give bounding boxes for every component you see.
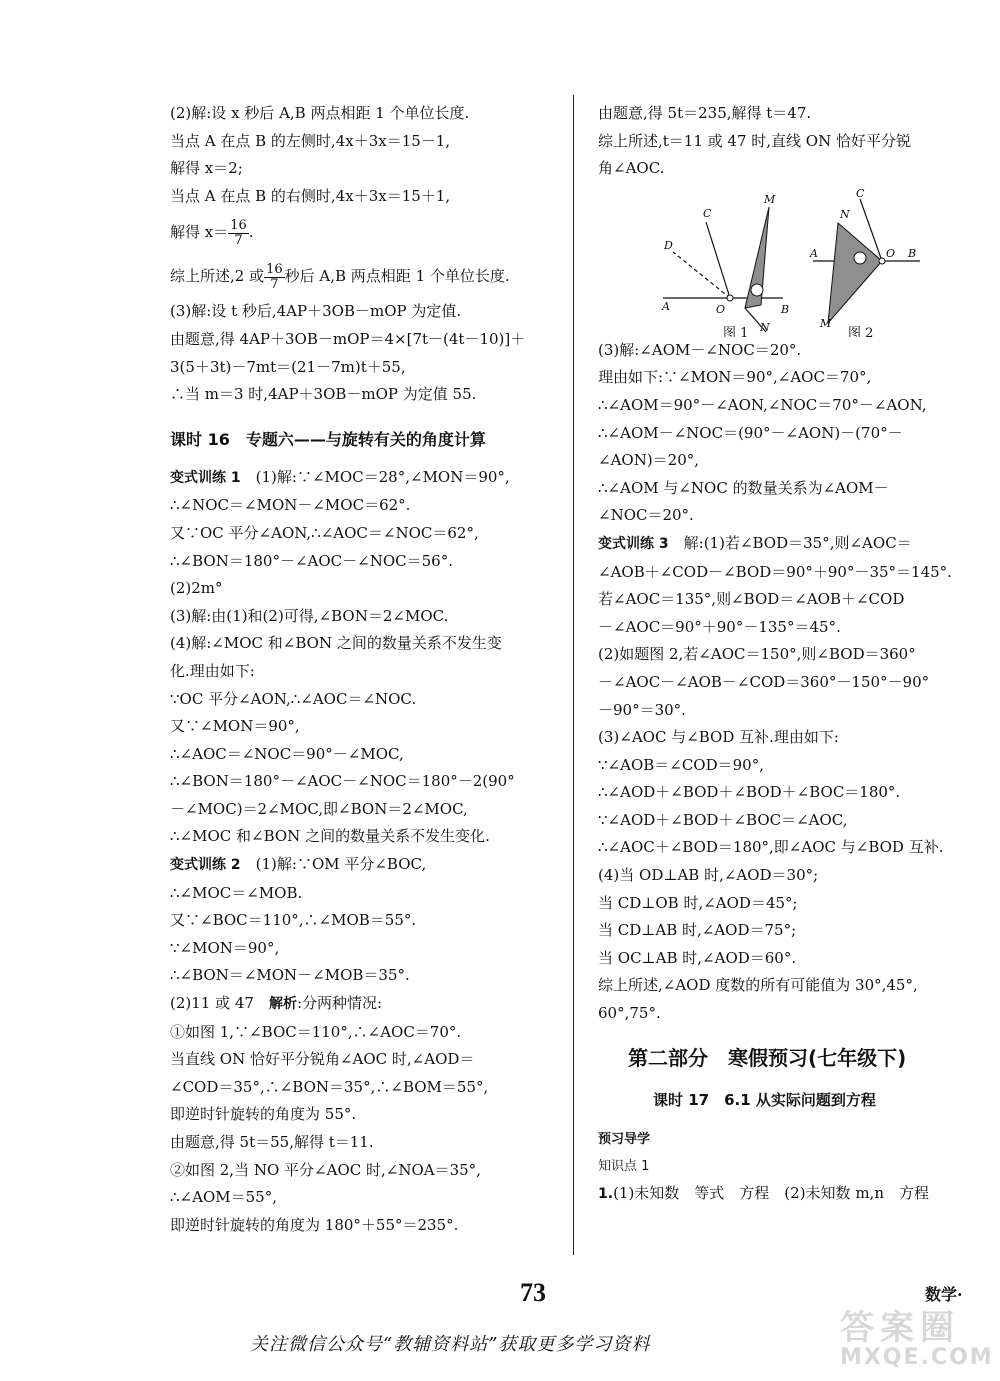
text-line: (3)解:设 t 秒后,4AP＋3OB－mOP 为定值. [170, 302, 462, 321]
text-line: (3)解:∠AOM－∠NOC＝20°. [598, 340, 802, 359]
column-divider [573, 95, 574, 1255]
figure-1 [661, 193, 789, 337]
summary-suffix: 秒后 A,B 两点相距 1 个单位长度. [284, 267, 510, 286]
figure-2-label: N [840, 207, 850, 221]
figure-1-label: A [662, 299, 670, 313]
text-line: 又∵∠BOC＝110°,∴∠MOB＝55°. [170, 911, 417, 930]
point-o [727, 295, 733, 301]
text-line: 60°,75°. [598, 1004, 661, 1023]
text-line: (4)当 OD⊥AB 时,∠AOD＝30°; [598, 866, 819, 885]
text-line: －∠MOC)＝2∠MOC,即∠BON＝2∠MOC, [170, 799, 468, 818]
page-number: 73 [520, 1278, 546, 1307]
lesson-17-title: 课时 17 6.1 从实际问题到方程 [653, 1090, 876, 1109]
text-line: ∠NOC＝20°. [598, 506, 694, 525]
text-line: 当 CD⊥AB 时,∠AOD＝75°; [598, 921, 797, 940]
figure-1-label: N [760, 320, 770, 334]
fraction-numerator: 16 [266, 261, 283, 277]
text-line: ∴∠AOM 与∠NOC 的数量关系为∠AOM－ [598, 478, 889, 497]
figure-2-label: C [856, 186, 865, 200]
analysis-line [170, 990, 560, 1019]
figure-1-label: D [664, 238, 673, 252]
text-line: ∴∠NOC＝∠MON－∠MOC＝62°. [170, 496, 411, 515]
text-line: ∴∠AOM＝90°－∠AON,∠NOC＝70°－∠AON, [598, 395, 927, 414]
text-line: 化.理由如下: [170, 661, 255, 680]
text-line: －∠AOC－∠AOB－∠COD＝360°－150°－90° [598, 672, 930, 691]
text-line: 当 CD⊥OB 时,∠AOD＝45°; [598, 893, 798, 912]
text-line: 又∵∠MON＝90°, [170, 717, 300, 736]
text-line: ∴∠AOD＋∠BOD＋∠BOD＋∠BOC＝180°. [598, 783, 901, 802]
figures [598, 187, 976, 337]
point-o [879, 258, 885, 264]
knowledge-point: 知识点 1 [598, 1158, 650, 1174]
text-line: ∴∠AOM＝55°, [170, 1188, 277, 1207]
text-line: (2)如题图 2,若∠AOC＝150°,则∠BOD＝360° [598, 645, 916, 664]
exercise-text: (1)解:∵∠MOC＝28°,∠MON＝90°, [255, 467, 510, 486]
footer-note: 关注微信公众号“教辅资料站”获取更多学习资料 [250, 1334, 651, 1355]
text-line: 即逆时针旋转的角度为 55°. [170, 1105, 357, 1124]
text-line: 当 OC⊥AB 时,∠AOD＝60°. [598, 948, 797, 967]
text-line: 当直线 ON 恰好平分锐角∠AOC 时,∠AOD＝ [170, 1050, 475, 1069]
text-line: 又∵OC 平分∠AON,∴∠AOC＝∠NOC＝62°, [170, 523, 479, 542]
text-line: ∵∠AOD＋∠BOD＋∠BOC＝∠AOC, [598, 810, 848, 829]
text-line: 理由如下:∵∠MON＝90°,∠AOC＝70°, [598, 368, 872, 387]
exercise-label: 变式训练 3 [598, 535, 669, 552]
solve-prefix: 解得 x＝ [170, 223, 229, 242]
text-line: ∴∠AOM－∠NOC＝(90°－∠AON)－(70°－ [598, 423, 903, 442]
lesson-16-title: 课时 16 专题六——与旋转有关的角度计算 [170, 429, 486, 449]
text-line: ∠AOB＋∠COD－∠BOD＝90°＋90°－35°＝145°. [598, 562, 952, 581]
text-line: ∴当 m＝3 时,4AP＋3OB－mOP 为定值 55. [170, 385, 477, 404]
ray-od [673, 252, 730, 298]
text-line: －∠AOC＝90°＋90°－135°＝45°. [598, 617, 841, 636]
text-line: 解得 x＝2; [170, 159, 243, 178]
text-line: (2)解:设 x 秒后 A,B 两点相距 1 个单位长度. [170, 104, 470, 122]
figure-1-label: C [703, 206, 712, 220]
figure-2-label: O [886, 246, 896, 260]
figure-2-label: M [820, 316, 832, 330]
part-2-title: 第二部分 寒假预习(七年级下) [628, 1045, 907, 1070]
geometry-figures [598, 187, 976, 337]
watermark-sub: MXQE.COM [840, 1345, 994, 1370]
text-line: ∠COD＝35°,∴∠BON＝35°,∴∠BOM＝55°, [170, 1077, 489, 1096]
analysis-suffix: :分两种情况: [296, 994, 383, 1013]
text-line: 角∠AOC. [598, 159, 665, 178]
text-line: (3)∠AOC 与∠BOD 互补.理由如下: [598, 728, 839, 747]
text-line: ∴∠MOC 和∠BON 之间的数量关系不发生变化. [170, 827, 490, 846]
watermark-main: 答案圈 [840, 1308, 960, 1348]
figure-1-caption: 图 1 [723, 325, 749, 337]
text-line: 综上所述,∠AOD 度数的所有可能值为 30°,45°, [598, 976, 918, 995]
text-line: 当点 A 在点 B 的右侧时,4x＋3x＝15＋1, [170, 186, 451, 205]
text-line: ∵∠AOB＝∠COD＝90°, [598, 755, 764, 774]
set-square-hole [854, 252, 866, 264]
fraction-numerator: 16 [230, 217, 247, 233]
exercise-label: 变式训练 2 [170, 857, 241, 874]
text-line: ①如图 1,∵∠BOC＝110°,∴∠AOC＝70°. [170, 1022, 462, 1041]
text-line: 综上所述,t＝11 或 47 时,直线 ON 恰好平分锐 [598, 131, 912, 150]
text-line: (3)解:由(1)和(2)可得,∠BON＝2∠MOC. [170, 606, 449, 625]
subject-label: 数学· [925, 1285, 963, 1304]
left-column [170, 100, 560, 1239]
ray-oc [706, 222, 730, 298]
text-line: 当点 A 在点 B 的左侧时,4x＋3x＝15－1, [170, 131, 451, 150]
solve-line [170, 210, 560, 254]
watermark [840, 1300, 994, 1370]
exercise-2-line [170, 851, 560, 880]
exercise-text: 解:(1)若∠BOD＝35°,则∠AOC＝ [683, 533, 912, 552]
exercise-label: 变式训练 1 [170, 469, 241, 486]
answer-line [598, 1180, 976, 1209]
text-line: ∵OC 平分∠AON,∴∠AOC＝∠NOC. [170, 689, 417, 708]
text-line: 即逆时针旋转的角度为 180°＋55°＝235°. [170, 1215, 459, 1234]
figure-2 [809, 187, 920, 337]
answer-text: (1)未知数 等式 方程 (2)未知数 m,n 方程 [613, 1183, 929, 1202]
text-line: ②如图 2,当 NO 平分∠AOC 时,∠NOA＝35°, [170, 1160, 481, 1179]
text-line: 由题意,得 5t＝55,解得 t＝11. [170, 1133, 374, 1151]
fraction-denominator: 7 [234, 232, 243, 248]
text-line: 由题意,得 4AP＋3OB－mOP＝4×[7t－(4t－10)]＋ [170, 329, 526, 348]
text-line: ∴∠BON＝180°－∠AOC－∠NOC＝180°－2(90° [170, 772, 515, 791]
set-square-hole [751, 284, 763, 296]
answer-number: 1. [598, 1185, 614, 1202]
fraction [228, 219, 249, 248]
text-line: ∴∠AOC＋∠BOD＝180°,即∠AOC 与∠BOD 互补. [598, 838, 944, 857]
analysis-label: 解析 [268, 996, 297, 1013]
text-line: 由题意,得 5t＝235,解得 t＝47. [598, 104, 812, 122]
exercise-text: (1)解:∵OM 平分∠BOC, [255, 855, 427, 874]
text-line: ∴∠AOC＝∠NOC＝90°－∠MOC, [170, 744, 404, 763]
exercise-1-line [170, 464, 560, 493]
summary-line [170, 254, 560, 298]
figure-1-label: M [764, 192, 776, 206]
exercise-3-line [598, 530, 976, 559]
text-line: ∴∠BON＝∠MON－∠MOB＝35°. [170, 966, 410, 985]
fraction [264, 263, 285, 292]
figure-2-label: B [908, 246, 917, 260]
figure-1-label: O [716, 302, 726, 316]
text-line: －90°＝30°. [598, 700, 686, 719]
figure-2-caption: 图 2 [848, 325, 874, 337]
text-line: ∵∠MON＝90°, [170, 938, 280, 957]
text-line: 若∠AOC＝135°,则∠BOD＝∠AOB＋∠COD [598, 590, 905, 609]
text-line: 3(5＋3t)－7mt＝(21－7m)t＋55, [170, 357, 406, 376]
right-column [598, 100, 976, 1208]
figure-1-label: B [781, 302, 790, 316]
text-line: ∠AON)＝20°, [598, 451, 700, 470]
analysis-prefix: (2)11 或 47 [170, 994, 269, 1013]
text-line: (4)解:∠MOC 和∠BON 之间的数量关系不发生变 [170, 634, 502, 653]
fraction-denominator: 7 [270, 276, 279, 292]
summary-prefix: 综上所述,2 或 [170, 267, 265, 286]
solve-suffix: . [248, 223, 254, 242]
text-line: ∴∠BON＝180°－∠AOC－∠NOC＝56°. [170, 551, 453, 570]
text-line: (2)2m° [170, 579, 223, 598]
preview-heading: 预习导学 [598, 1131, 651, 1147]
figure-2-label: A [810, 246, 818, 260]
text-line: ∴∠MOC＝∠MOB. [170, 883, 303, 902]
